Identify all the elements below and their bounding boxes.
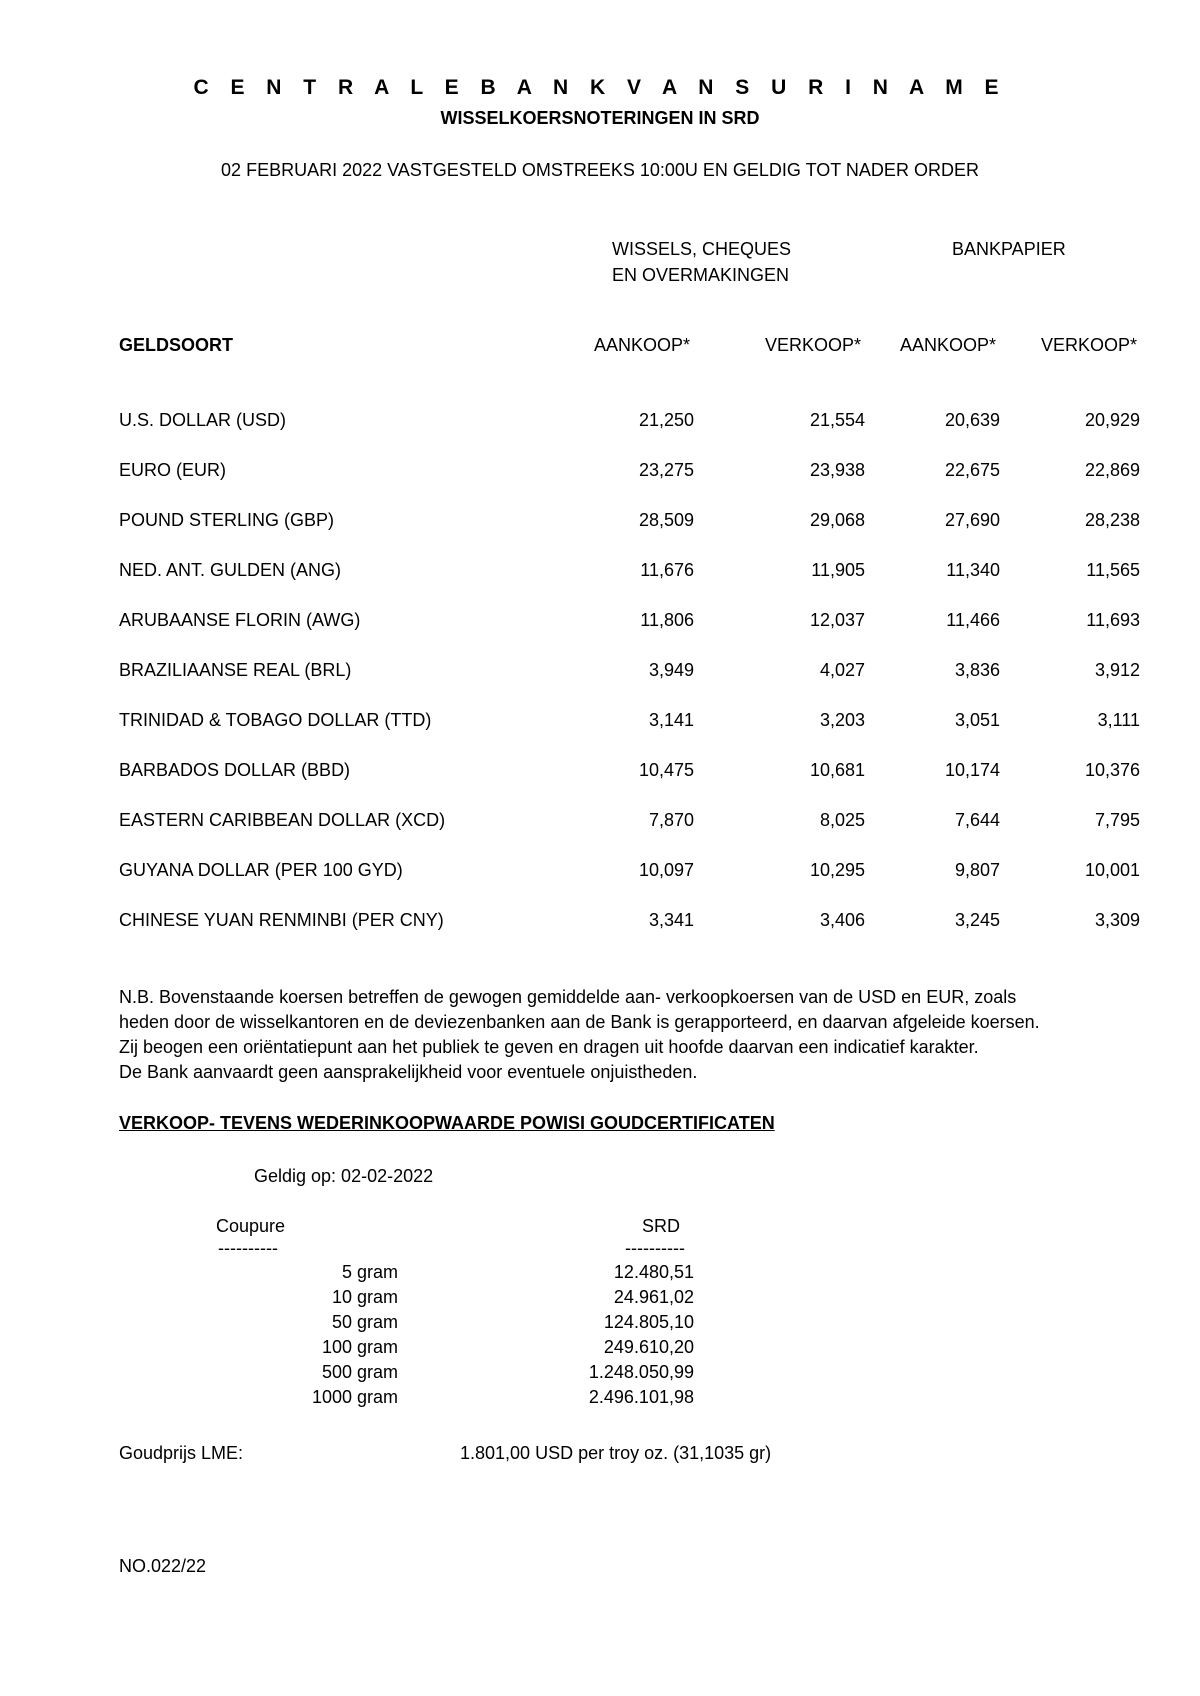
rate-value-buy2: 20,639 bbox=[944, 410, 1000, 430]
rate-value-buy1: 7,870 bbox=[648, 810, 694, 830]
rate-value-buy1: 11,676 bbox=[640, 560, 694, 580]
gold-valid-date: Geldig op: 02-02-2022 bbox=[254, 1166, 434, 1186]
rate-value-buy1: 3,141 bbox=[648, 710, 694, 730]
currency-name: NED. ANT. GULDEN (ANG) bbox=[119, 560, 342, 580]
bank-name-title: C E N T R A L E B A N K V A N S U R I N A M E bbox=[193, 76, 1007, 99]
gold-srd-value: 24.961,02 bbox=[613, 1287, 694, 1307]
rate-value-sell2: 3,111 bbox=[1097, 710, 1140, 730]
gold-lme-label: Goudprijs LME: bbox=[119, 1443, 244, 1463]
rate-value-sell2: 10,001 bbox=[1084, 860, 1140, 880]
gold-srd-value: 12.480,51 bbox=[613, 1262, 694, 1282]
rate-value-buy2: 11,340 bbox=[946, 560, 1000, 580]
rate-value-sell1: 12,037 bbox=[809, 610, 865, 630]
gold-divider-left: ---------- bbox=[218, 1238, 278, 1258]
rate-value-sell1: 4,027 bbox=[819, 660, 865, 680]
gold-coupure: 1000 gram bbox=[311, 1387, 398, 1407]
rate-value-sell2: 7,795 bbox=[1094, 810, 1140, 830]
gold-coupure: 500 gram bbox=[321, 1362, 398, 1382]
column-header-buy-transfers: AANKOOP* bbox=[594, 335, 691, 355]
gold-divider-right: ---------- bbox=[625, 1238, 685, 1258]
currency-name: CHINESE YUAN RENMINBI (PER CNY) bbox=[119, 910, 444, 930]
rate-value-buy2: 11,466 bbox=[946, 610, 1000, 630]
disclaimer-line: De Bank aanvaardt geen aansprakelijkheid voor eventuele onjuistheden. bbox=[119, 1062, 698, 1082]
rate-value-buy1: 3,949 bbox=[648, 660, 694, 680]
gold-coupure: 50 gram bbox=[331, 1312, 398, 1332]
rate-value-buy1: 21,250 bbox=[638, 410, 694, 430]
rate-value-buy2: 3,051 bbox=[954, 710, 1000, 730]
gold-coupure: 5 gram bbox=[341, 1262, 398, 1282]
column-header-currency: GELDSOORT bbox=[119, 335, 234, 355]
rate-value-sell1: 29,068 bbox=[809, 510, 865, 530]
currency-name: U.S. DOLLAR (USD) bbox=[119, 410, 287, 430]
group-header-transfers-line1: WISSELS, CHEQUES bbox=[612, 239, 792, 259]
rate-value-sell2: 11,565 bbox=[1086, 560, 1140, 580]
rate-value-buy1: 28,509 bbox=[638, 510, 694, 530]
rate-value-buy1: 11,806 bbox=[640, 610, 694, 630]
rate-value-sell1: 10,681 bbox=[809, 760, 865, 780]
rate-value-sell2: 22,869 bbox=[1084, 460, 1140, 480]
currency-name: BARBADOS DOLLAR (BBD) bbox=[119, 760, 351, 780]
rate-value-sell1: 3,203 bbox=[819, 710, 865, 730]
gold-lme-value: 1.801,00 USD per troy oz. (31,1035 gr) bbox=[460, 1443, 772, 1463]
column-header-sell-transfers: VERKOOP* bbox=[765, 335, 862, 355]
rate-value-sell2: 28,238 bbox=[1084, 510, 1140, 530]
column-header-sell-banknotes: VERKOOP* bbox=[1041, 335, 1138, 355]
currency-name: BRAZILIAANSE REAL (BRL) bbox=[119, 660, 352, 680]
rate-value-buy2: 22,675 bbox=[944, 460, 1000, 480]
rate-value-sell1: 11,905 bbox=[811, 560, 865, 580]
currency-name: TRINIDAD & TOBAGO DOLLAR (TTD) bbox=[119, 710, 432, 730]
gold-certificates-heading: VERKOOP- TEVENS WEDERINKOOPWAARDE POWISI GOUDCERTIFICATEN bbox=[119, 1113, 775, 1133]
group-header-banknotes: BANKPAPIER bbox=[952, 239, 1066, 259]
rate-value-buy1: 10,475 bbox=[638, 760, 694, 780]
currency-name: ARUBAANSE FLORIN (AWG) bbox=[119, 610, 361, 630]
rate-value-sell1: 21,554 bbox=[809, 410, 865, 430]
rate-value-sell2: 11,693 bbox=[1086, 610, 1140, 630]
disclaimer-line: heden door de wisselkantoren en de deviezenbanken aan de Bank is gerapporteerd, en daarvan afgeleide koersen. bbox=[119, 1012, 1040, 1032]
rate-value-sell2: 3,309 bbox=[1094, 910, 1140, 930]
disclaimer-line: N.B. Bovenstaande koersen betreffen de gewogen gemiddelde aan- verkoopkoersen van de USD en EUR, zoals bbox=[119, 987, 1017, 1007]
document-subtitle: WISSELKOERSNOTERINGEN IN SRD bbox=[440, 108, 760, 128]
currency-name: GUYANA DOLLAR (PER 100 GYD) bbox=[119, 860, 403, 880]
rate-value-sell2: 3,912 bbox=[1094, 660, 1140, 680]
column-header-buy-banknotes: AANKOOP* bbox=[900, 335, 997, 355]
disclaimer-line: Zij beogen een oriëntatiepunt aan het publiek te geven en dragen uit hoofde daarvan een indicatief karakter. bbox=[119, 1037, 979, 1057]
gold-srd-value: 124.805,10 bbox=[603, 1312, 694, 1332]
rate-value-buy2: 3,836 bbox=[954, 660, 1000, 680]
rate-value-sell1: 10,295 bbox=[809, 860, 865, 880]
rate-value-buy1: 23,275 bbox=[638, 460, 694, 480]
rate-value-sell2: 10,376 bbox=[1084, 760, 1140, 780]
rate-value-sell1: 3,406 bbox=[819, 910, 865, 930]
group-header-transfers-line2: EN OVERMAKINGEN bbox=[612, 265, 790, 285]
currency-name: POUND STERLING (GBP) bbox=[119, 510, 335, 530]
rate-value-buy2: 9,807 bbox=[954, 860, 1000, 880]
gold-column-srd: SRD bbox=[642, 1216, 681, 1236]
currency-name: EURO (EUR) bbox=[119, 460, 226, 480]
rate-value-buy2: 7,644 bbox=[954, 810, 1000, 830]
rate-value-sell1: 23,938 bbox=[809, 460, 865, 480]
currency-name: EASTERN CARIBBEAN DOLLAR (XCD) bbox=[119, 810, 446, 830]
disclaimer-note bbox=[119, 985, 1159, 1085]
group-header-transfers bbox=[612, 236, 791, 288]
rate-value-sell1: 8,025 bbox=[819, 810, 865, 830]
document-number: NO.022/22 bbox=[119, 1556, 207, 1576]
rate-value-buy2: 3,245 bbox=[954, 910, 1000, 930]
gold-srd-value: 249.610,20 bbox=[603, 1337, 694, 1357]
rate-value-sell2: 20,929 bbox=[1084, 410, 1140, 430]
rate-value-buy2: 10,174 bbox=[944, 760, 1000, 780]
rate-value-buy1: 3,341 bbox=[648, 910, 694, 930]
gold-srd-value: 1.248.050,99 bbox=[588, 1362, 694, 1382]
gold-coupure: 100 gram bbox=[321, 1337, 398, 1357]
gold-coupure: 10 gram bbox=[331, 1287, 398, 1307]
validity-dateline: 02 FEBRUARI 2022 VASTGESTELD OMSTREEKS 10:00U EN GELDIG TOT NADER ORDER bbox=[221, 160, 979, 180]
gold-column-coupure: Coupure bbox=[216, 1216, 286, 1236]
gold-srd-value: 2.496.101,98 bbox=[588, 1387, 694, 1407]
rate-value-buy2: 27,690 bbox=[944, 510, 1000, 530]
rate-value-buy1: 10,097 bbox=[638, 860, 694, 880]
